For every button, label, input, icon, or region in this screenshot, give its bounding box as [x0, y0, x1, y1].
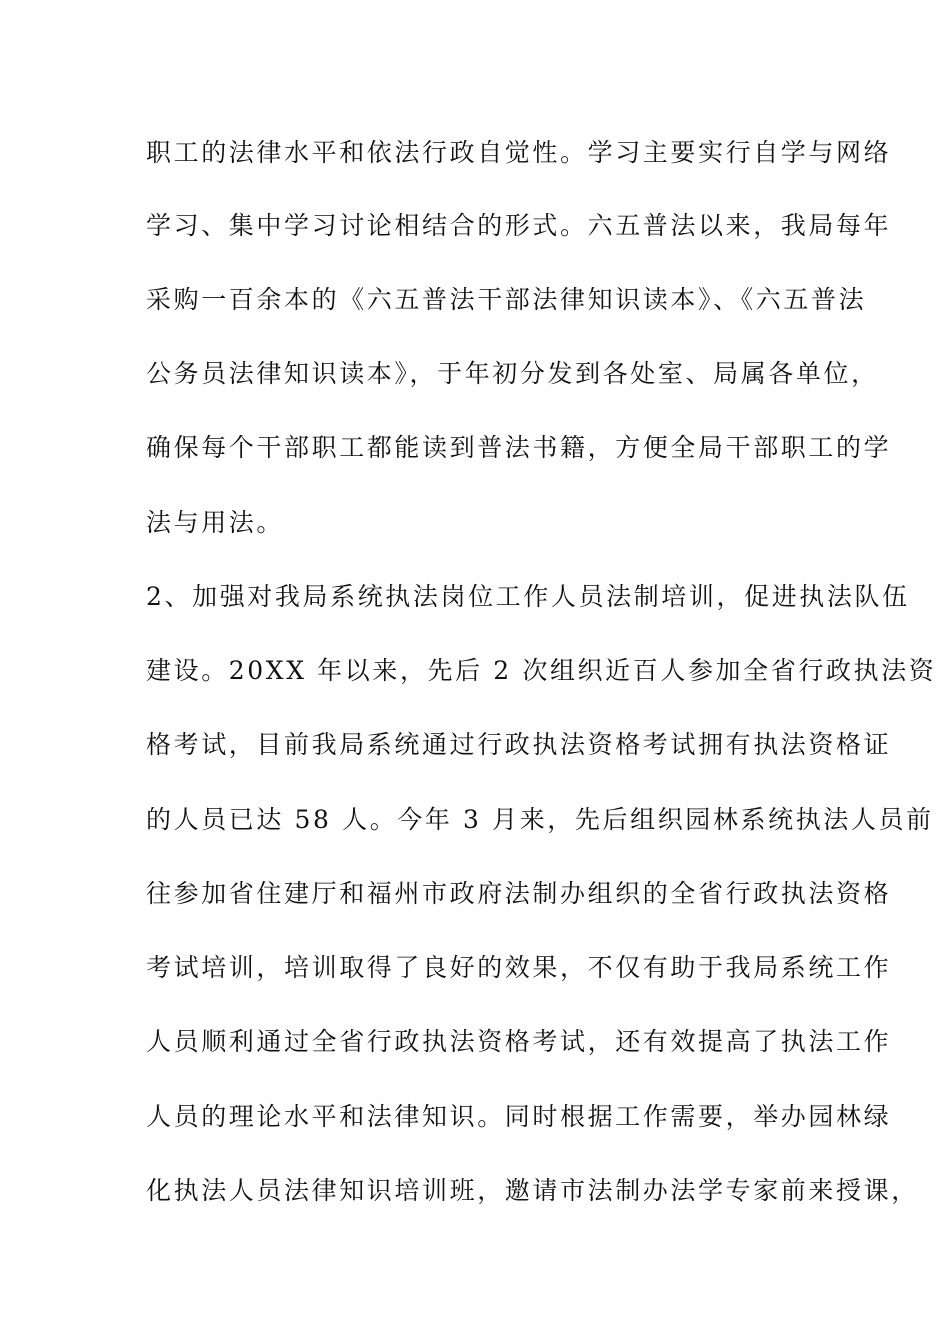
text-line: 考试培训，培训取得了良好的效果，不仅有助于我局系统工作 [146, 953, 892, 982]
text-line: 化执法人员法律知识培训班，邀请市法制办法学专家前来授课， [146, 1176, 919, 1205]
text-line: 2、加强对我局系统执法岗位工作人员法制培训，促进执法队伍 [146, 582, 910, 611]
text-line: 职工的法律水平和依法行政自觉性。学习主要实行自学与网络 [146, 138, 892, 167]
text-line: 人员顺利通过全省行政执法资格考试，还有效提高了执法工作 [146, 1027, 892, 1056]
text-line: 的人员已达 58 人。今年 3 月来，先后组织园林系统执法人员前 [146, 805, 934, 834]
text-line: 采购一百余本的《六五普法干部法律知识读本》、《六五普法 [146, 285, 867, 314]
text-line: 法与用法。 [146, 508, 285, 537]
text-line: 建设。20XX 年以来，先后 2 次组织近百人参加全省行政执法资 [146, 656, 937, 685]
text-line: 格考试，目前我局系统通过行政执法资格考试拥有执法资格证 [146, 730, 892, 759]
text-line: 公务员法律知识读本》，于年初分发到各处室、局属各单位， [146, 359, 879, 388]
text-line: 往参加省住建厅和福州市政府法制办组织的全省行政执法资格 [146, 879, 892, 908]
text-line: 确保每个干部职工都能读到普法书籍，方便全局干部职工的学 [146, 433, 892, 462]
text-line: 人员的理论水平和法律知识。同时根据工作需要，举办园林绿 [146, 1102, 892, 1131]
text-line: 学习、集中学习讨论相结合的形式。六五普法以来，我局每年 [146, 211, 892, 240]
